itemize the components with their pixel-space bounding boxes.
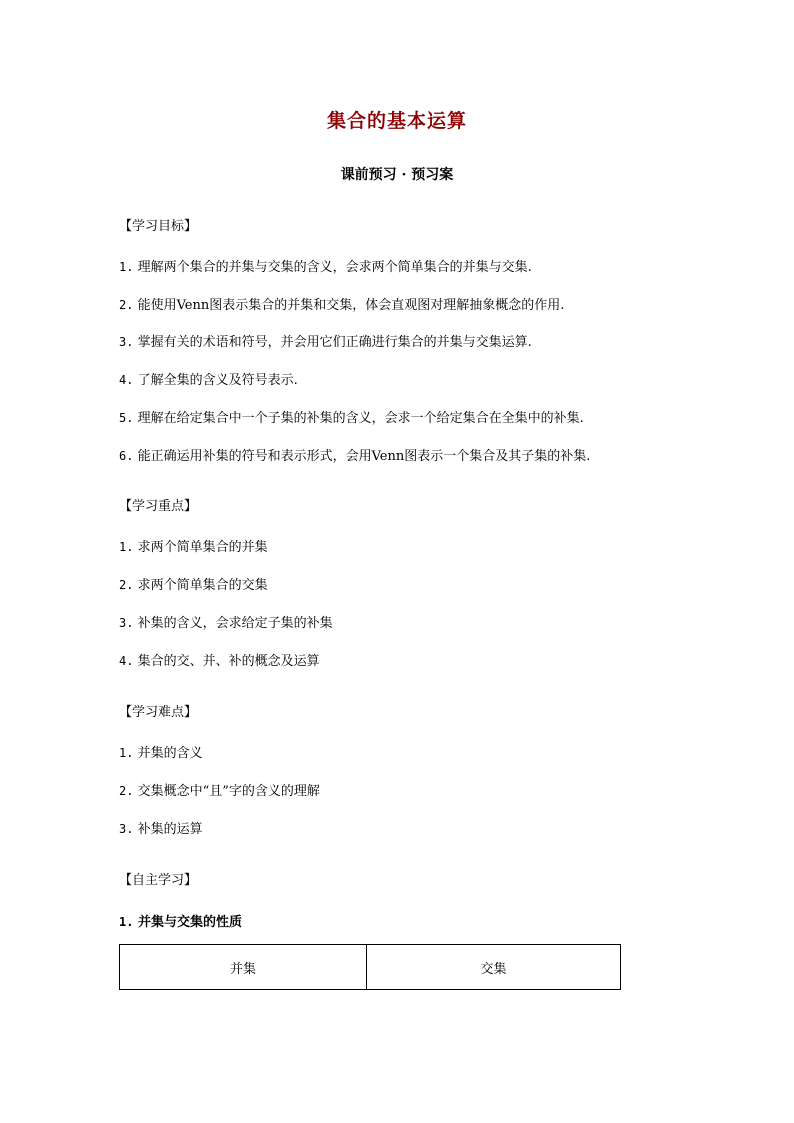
goal-text: 能使用Venn图表示集合的并集和交集，体会直观图对理解抽象概念的作用. [137, 298, 565, 313]
difficulty-number: 3. [119, 822, 134, 836]
difficulty-number: 2. [119, 784, 134, 798]
table-header-union: 并集 [120, 945, 367, 990]
self-study-heading: 【自主学习】 [119, 873, 198, 888]
page-title: 集合的基本运算 [326, 110, 467, 132]
table-header-intersection: 交集 [367, 945, 621, 990]
difficulty-number: 1. [119, 746, 134, 760]
difficulties-heading: 【学习难点】 [119, 705, 198, 720]
difficulty-text: 并集的含义 [137, 746, 203, 761]
key-point-text: 求两个简单集合的并集 [137, 540, 268, 555]
goal-item-4 [119, 371, 298, 390]
goal-number: 3. [119, 335, 134, 349]
self-study-section-title [119, 913, 242, 932]
key-point-item-3 [119, 614, 333, 633]
key-point-number: 2. [119, 578, 134, 592]
key-point-number: 3. [119, 616, 134, 630]
goal-item-5 [119, 409, 584, 428]
table-header-row [120, 945, 621, 990]
goal-text: 理解两个集合的并集与交集的含义，会求两个简单集合的并集与交集. [137, 260, 532, 275]
goal-number: 4. [119, 373, 134, 387]
goal-text: 掌握有关的术语和符号，并会用它们正确进行集合的并集与交集运算. [137, 335, 532, 350]
difficulty-text: 交集概念中“且”字的含义的理解 [137, 784, 320, 799]
goal-text: 了解全集的含义及符号表示. [137, 373, 298, 388]
difficulty-item-2 [119, 782, 320, 801]
section-title-text: 并集与交集的性质 [137, 915, 242, 930]
key-point-item-4 [119, 652, 320, 671]
page-subtitle: 课前预习 · 预习案 [340, 167, 454, 183]
key-point-number: 1. [119, 540, 134, 554]
key-point-text: 集合的交、并、补的概念及运算 [137, 654, 320, 669]
section-number: 1. [119, 915, 134, 929]
goal-item-3 [119, 333, 532, 352]
goal-item-6 [119, 447, 590, 466]
goal-item-1 [119, 258, 532, 277]
difficulty-item-3 [119, 820, 203, 839]
key-point-item-2 [119, 576, 268, 595]
goal-text: 能正确运用补集的符号和表示形式，会用Venn图表示一个集合及其子集的补集. [137, 449, 591, 464]
key-point-number: 4. [119, 654, 134, 668]
goal-number: 2. [119, 298, 134, 312]
key-points-heading: 【学习重点】 [119, 499, 198, 514]
difficulty-text: 补集的运算 [137, 822, 203, 837]
goal-number: 6. [119, 449, 134, 463]
key-point-item-1 [119, 538, 268, 557]
key-point-text: 补集的含义，会求给定子集的补集 [137, 616, 333, 631]
goal-number: 1. [119, 260, 134, 274]
goal-number: 5. [119, 411, 134, 425]
goal-item-2 [119, 296, 564, 315]
goal-text: 理解在给定集合中一个子集的补集的含义，会求一个给定集合在全集中的补集. [137, 411, 584, 426]
key-point-text: 求两个简单集合的交集 [137, 578, 268, 593]
difficulty-item-1 [119, 744, 203, 763]
goals-heading: 【学习目标】 [119, 219, 198, 234]
union-intersection-table [119, 944, 621, 990]
